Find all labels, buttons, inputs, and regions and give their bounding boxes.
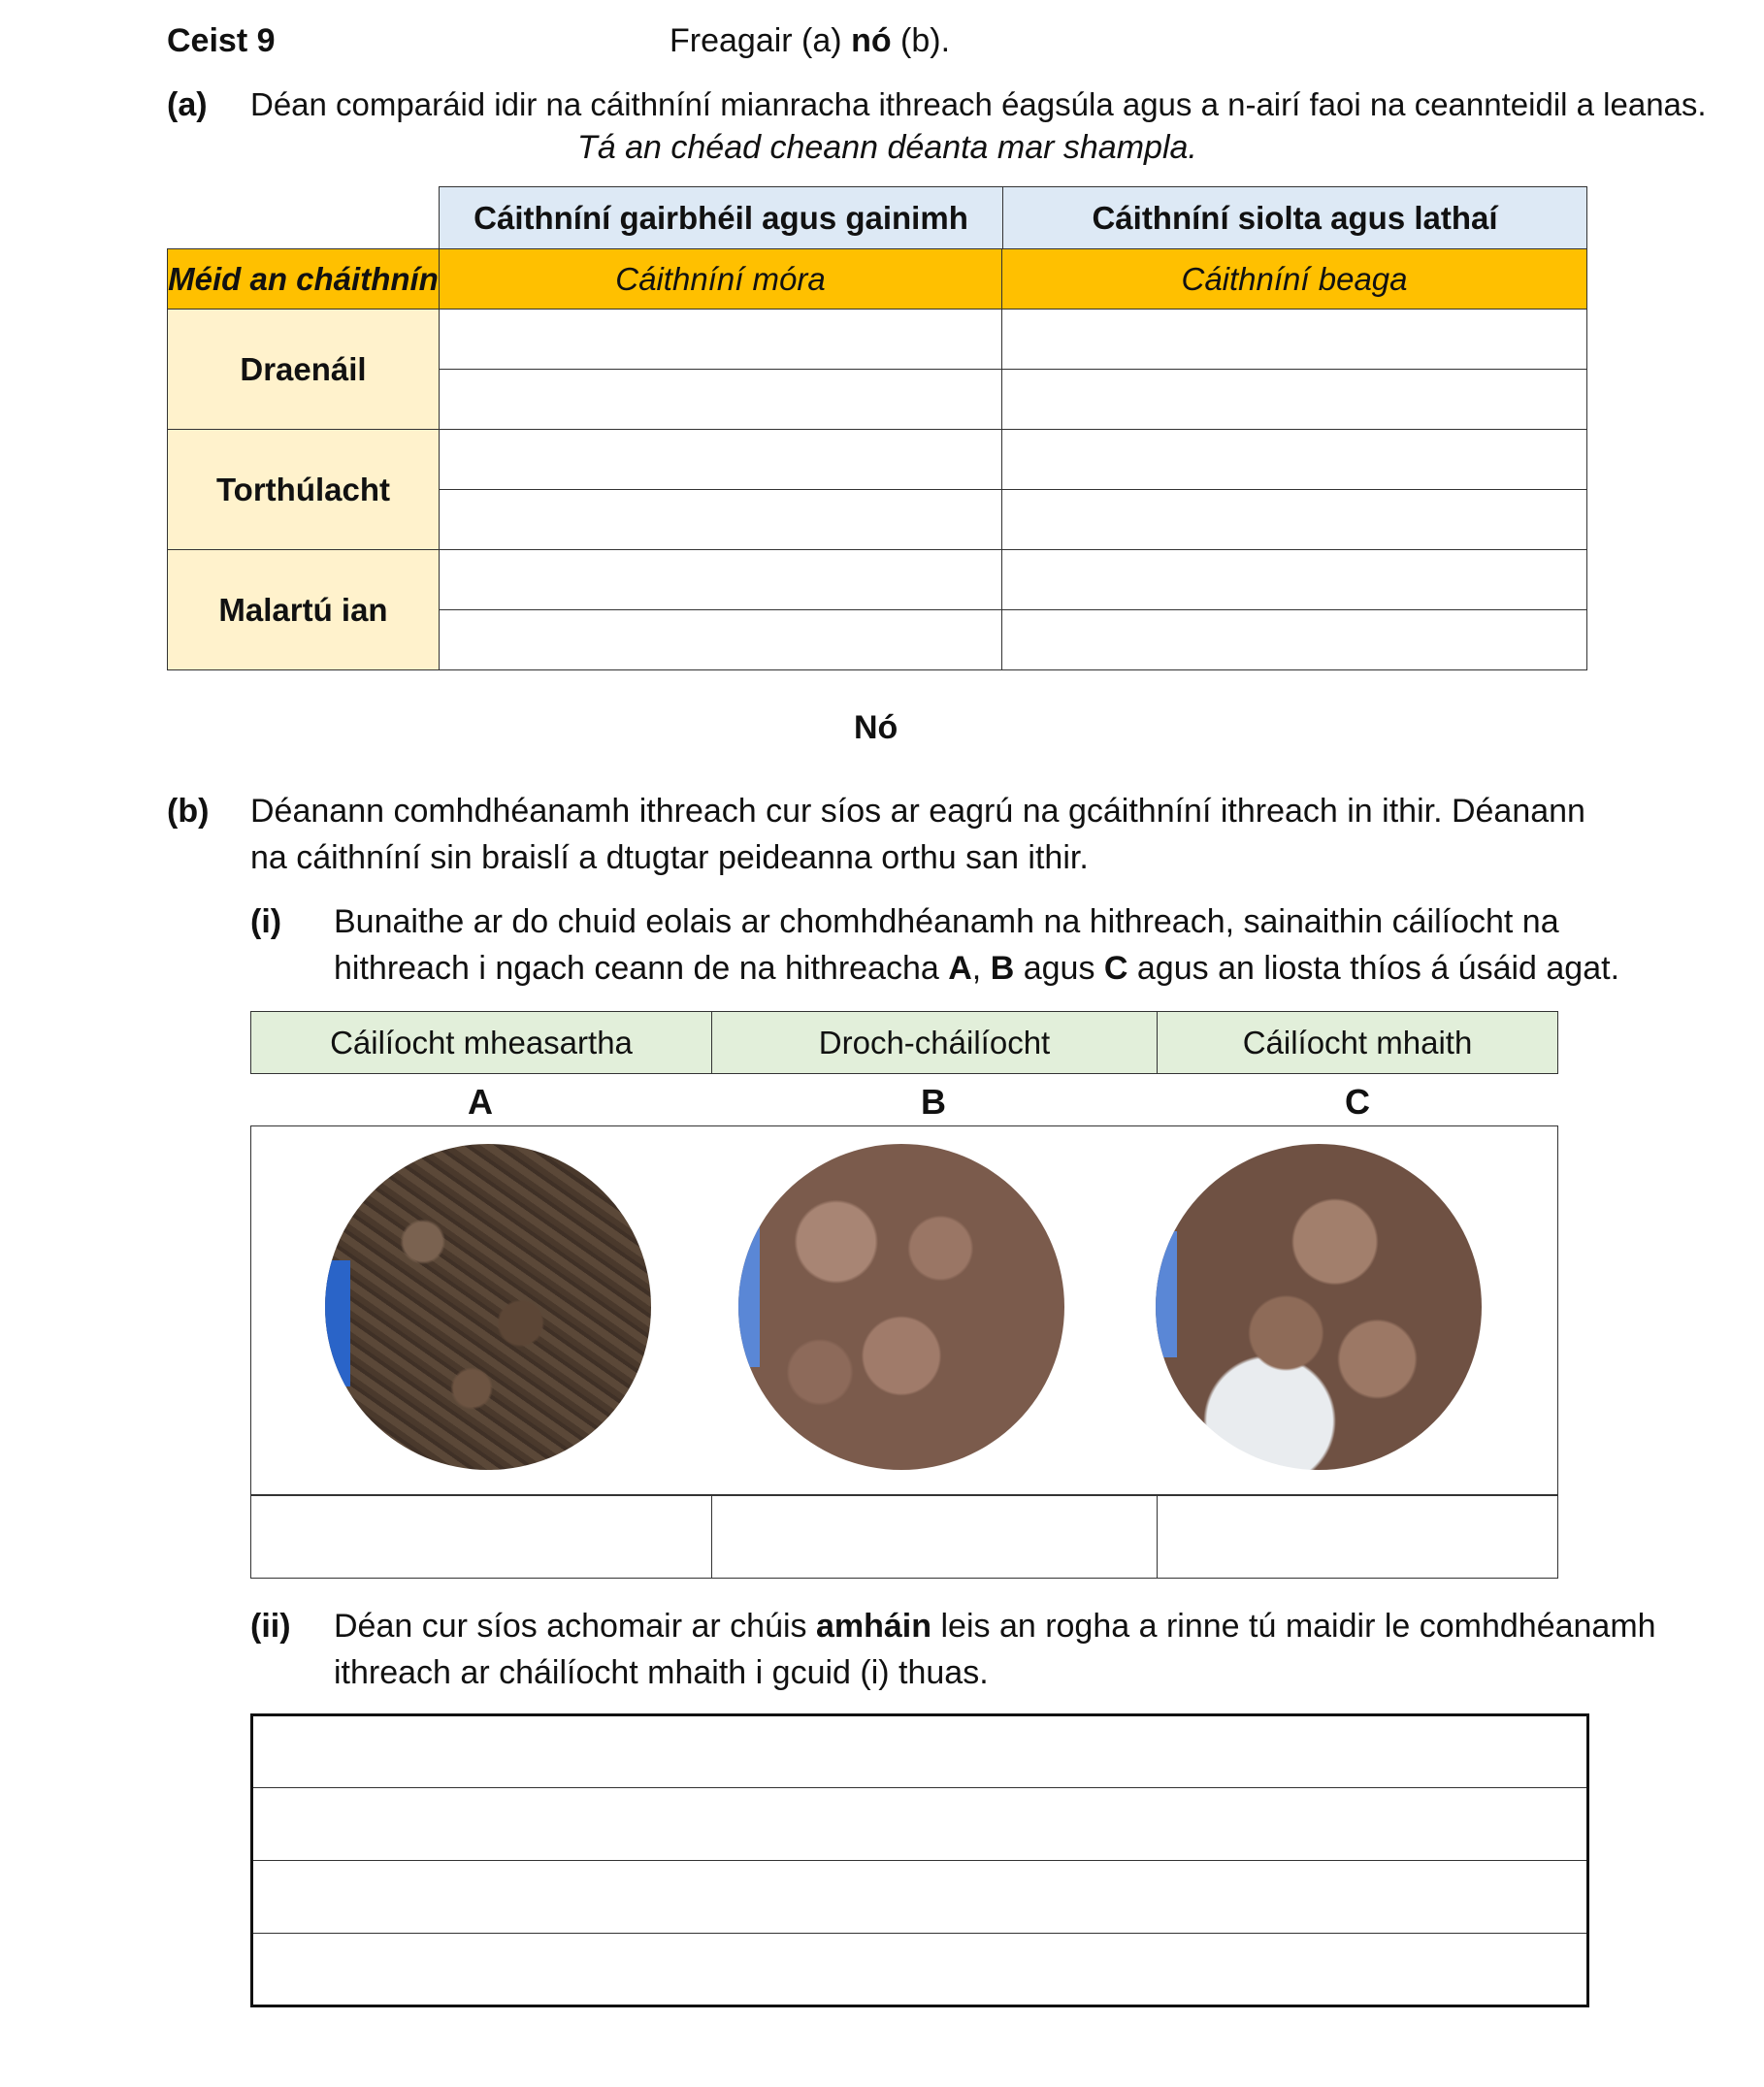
quality-options-table [250, 1011, 1558, 1074]
soil-sample-b-image [738, 1144, 1064, 1470]
col-header-silt-clay: Cáithníní siolta agus lathaí [1003, 187, 1587, 249]
answer-cell[interactable] [440, 550, 1002, 610]
soil-sample-a-image [325, 1144, 651, 1470]
answer-cell[interactable] [440, 610, 1002, 670]
ruler-icon [738, 1222, 760, 1367]
answer-cell[interactable] [440, 490, 1002, 550]
sample-label-a: A [468, 1082, 493, 1122]
row-label-fertility: Torthúlacht [168, 430, 440, 550]
col-header-gravel-sand: Cáithníní gairbhéil agus gainimh [440, 187, 1003, 249]
option-good-quality: Cáilíocht mhaith [1158, 1012, 1558, 1074]
row-label-drainage: Draenáil [168, 310, 440, 430]
answer-cell[interactable] [440, 310, 1002, 370]
ruler-icon [1156, 1231, 1177, 1357]
sub-ii-label: (ii) [250, 1608, 291, 1645]
answer-line[interactable] [252, 1934, 1588, 2006]
sub-i-label: (i) [250, 903, 282, 940]
answer-cell[interactable] [1002, 370, 1587, 430]
sample-label-b: B [921, 1082, 946, 1122]
example-note: Tá an chéad cheann déanta mar shampla. [577, 129, 1197, 166]
answer-box-a[interactable] [251, 1495, 712, 1579]
part-a-text: Déan comparáid idir na cáithníní mianracha ithreach éagsúla agus a n-airí faoi na ceannteidil a leanas. [250, 86, 1707, 122]
soil-images-panel [250, 1125, 1558, 1496]
ruler-icon [325, 1260, 350, 1386]
sub-i-line1: Bunaithe ar do chuid eolais ar chomhdhéanamh na hithreach, sainaithin cáilíocht na [334, 903, 1559, 940]
option-moderate-quality: Cáilíocht mheasartha [251, 1012, 712, 1074]
answer-line[interactable] [252, 1788, 1588, 1861]
answer-cell[interactable] [440, 370, 1002, 430]
comparison-table-header [439, 186, 1587, 249]
answer-cell[interactable] [440, 430, 1002, 490]
question-instruction: Freagair (a) nó (b). [670, 22, 951, 59]
sub-ii-line1: Déan cur síos achomair ar chúis amháin leis an rogha a rinne tú maidir le comhdhéanamh [334, 1608, 1656, 1645]
comparison-table [167, 248, 1587, 670]
answer-box-c[interactable] [1158, 1495, 1558, 1579]
quality-answer-row [250, 1494, 1558, 1579]
answer-cell[interactable] [1002, 310, 1587, 370]
example-value-small: Cáithníní beaga [1002, 249, 1587, 310]
soil-sample-c-image [1156, 1144, 1482, 1470]
part-b-label: (b) [167, 793, 210, 830]
part-b-text-line1: Déanann comhdhéanamh ithreach cur síos ar eagrú na gcáithníní ithreach in ithir. Déanann [250, 793, 1585, 830]
reason-answer-box[interactable] [250, 1713, 1589, 2007]
sub-ii-line2: ithreach ar cháilíocht mhaith i gcuid (i) thuas. [334, 1654, 989, 1691]
part-a-label: (a) [167, 86, 208, 123]
part-b-text-line2: na cáithníní sin braislí a dtugtar peideanna orthu san ithir. [250, 839, 1089, 876]
answer-line[interactable] [252, 1861, 1588, 1934]
example-value-large: Cáithníní móra [440, 249, 1002, 310]
option-poor-quality: Droch-cháilíocht [712, 1012, 1158, 1074]
row-label-ion-exchange: Malartú ian [168, 550, 440, 670]
row-label-particle-size: Méid an cháithnín [168, 249, 440, 310]
sub-i-line2: hithreach i ngach ceann de na hithreacha A, B agus C agus an liosta thíos á úsáid agat. [334, 950, 1620, 987]
answer-cell[interactable] [1002, 550, 1587, 610]
answer-cell[interactable] [1002, 610, 1587, 670]
sample-label-c: C [1345, 1082, 1370, 1122]
answer-box-b[interactable] [712, 1495, 1158, 1579]
answer-line[interactable] [252, 1715, 1588, 1788]
answer-cell[interactable] [1002, 430, 1587, 490]
or-divider: Nó [854, 709, 898, 746]
question-number: Ceist 9 [167, 22, 276, 59]
answer-cell[interactable] [1002, 490, 1587, 550]
